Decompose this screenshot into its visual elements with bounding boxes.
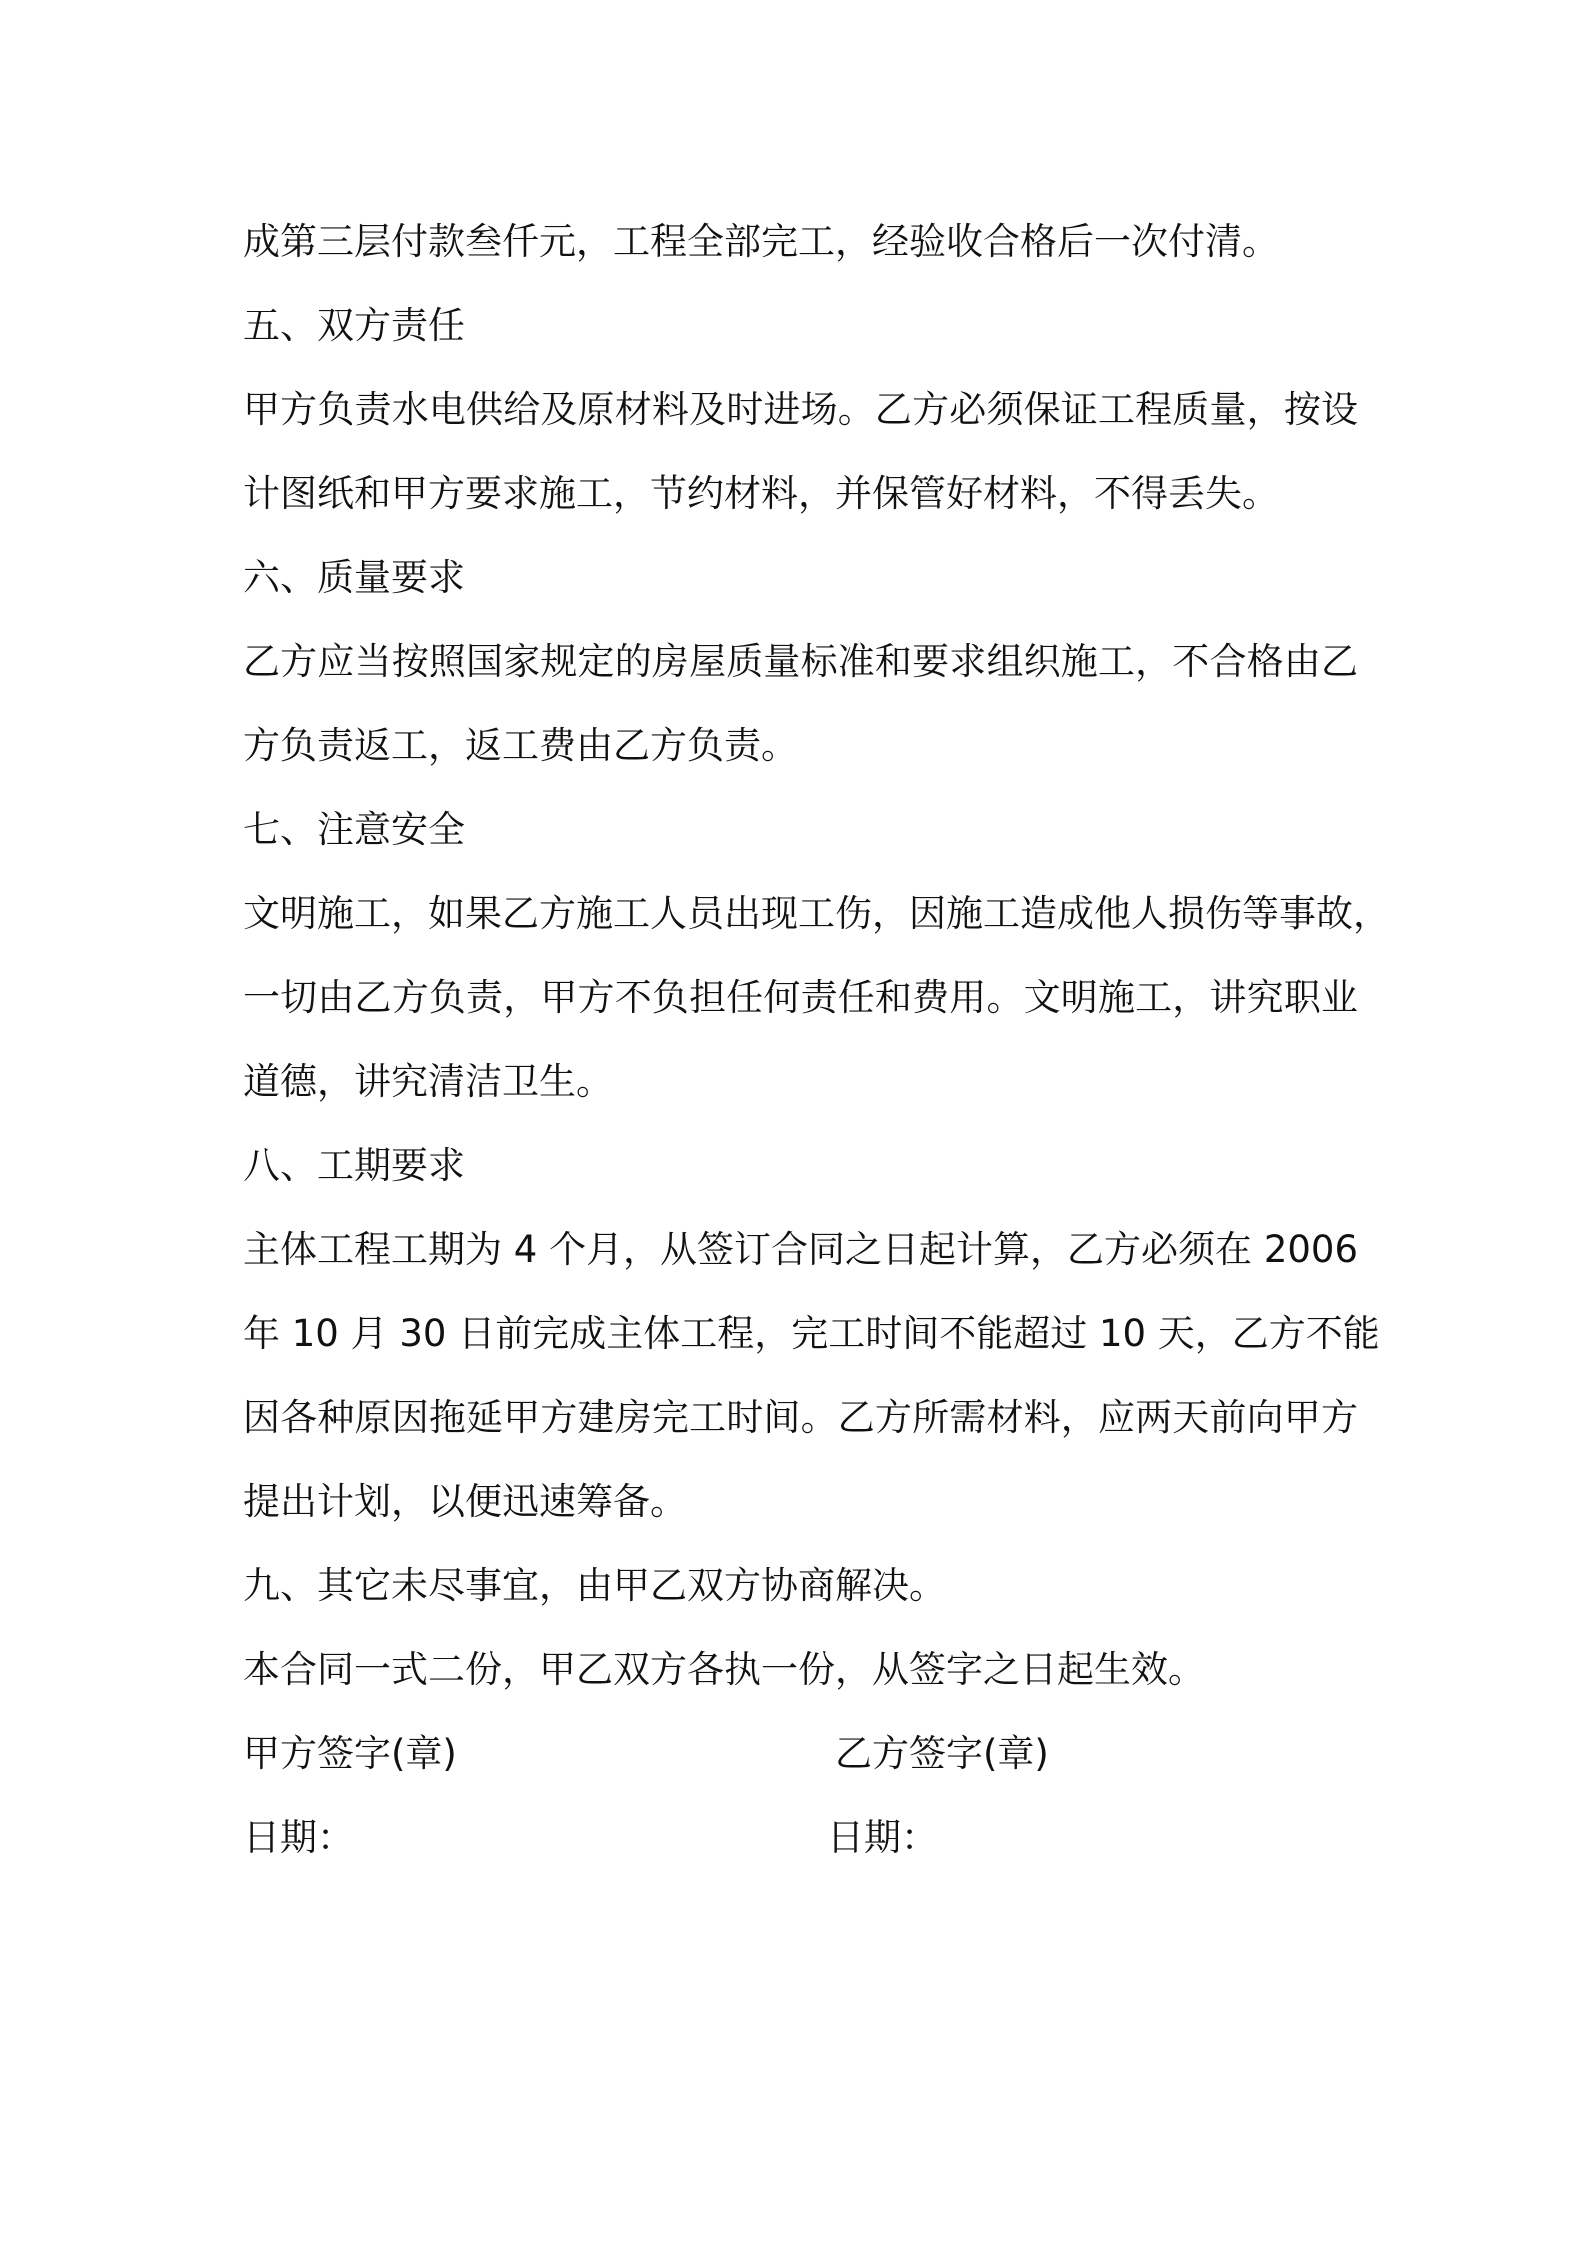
paragraph-line: 方负责返工，返工费由乙方负责。 xyxy=(243,724,798,767)
date-row xyxy=(243,1796,1358,1880)
party-b-date-label: 日期： xyxy=(827,1816,938,1859)
signature-row xyxy=(243,1712,1358,1796)
section-heading-safety: 七、注意安全 xyxy=(243,808,465,851)
paragraph-line: 甲方负责水电供给及原材料及时进场。乙方必须保证工程质量，按设 xyxy=(243,388,1358,431)
section-heading-other-matters: 九、其它未尽事宜，由甲乙双方协商解决。 xyxy=(243,1564,946,1607)
party-a-signature-label: 甲方签字(章) xyxy=(243,1732,457,1775)
party-a-date-label: 日期： xyxy=(243,1816,354,1859)
section-heading-responsibilities: 五、双方责任 xyxy=(243,304,465,347)
document-body xyxy=(243,200,1390,1880)
paragraph-line: 因各种原因拖延甲方建房完工时间。乙方所需材料，应两天前向甲方 xyxy=(243,1396,1358,1439)
paragraph-line: 乙方应当按照国家规定的房屋质量标准和要求组织施工，不合格由乙 xyxy=(243,640,1358,683)
paragraph-line: 年 10 月 30 日前完成主体工程，完工时间不能超过 10 天，乙方不能 xyxy=(243,1312,1380,1355)
paragraph-line: 文明施工，如果乙方施工人员出现工伤，因施工造成他人损伤等事故， xyxy=(243,892,1390,935)
section-heading-quality: 六、质量要求 xyxy=(243,556,465,599)
party-b-signature-label: 乙方签字(章) xyxy=(835,1732,1049,1775)
paragraph-line: 提出计划，以便迅速筹备。 xyxy=(243,1480,687,1523)
paragraph-line: 主体工程工期为 4 个月，从签订合同之日起计算，乙方必须在 2006 xyxy=(243,1228,1358,1271)
section-heading-schedule: 八、工期要求 xyxy=(243,1144,465,1187)
paragraph-line: 一切由乙方负责，甲方不负担任何责任和费用。文明施工，讲究职业 xyxy=(243,976,1358,1019)
paragraph-line: 计图纸和甲方要求施工，节约材料，并保管好材料，不得丢失。 xyxy=(243,472,1279,515)
paragraph-line: 道德，讲究清洁卫生。 xyxy=(243,1060,613,1103)
paragraph-line: 成第三层付款叁仟元，工程全部完工，经验收合格后一次付清。 xyxy=(243,220,1279,263)
paragraph-line: 本合同一式二份，甲乙双方各执一份，从签字之日起生效。 xyxy=(243,1648,1205,1691)
